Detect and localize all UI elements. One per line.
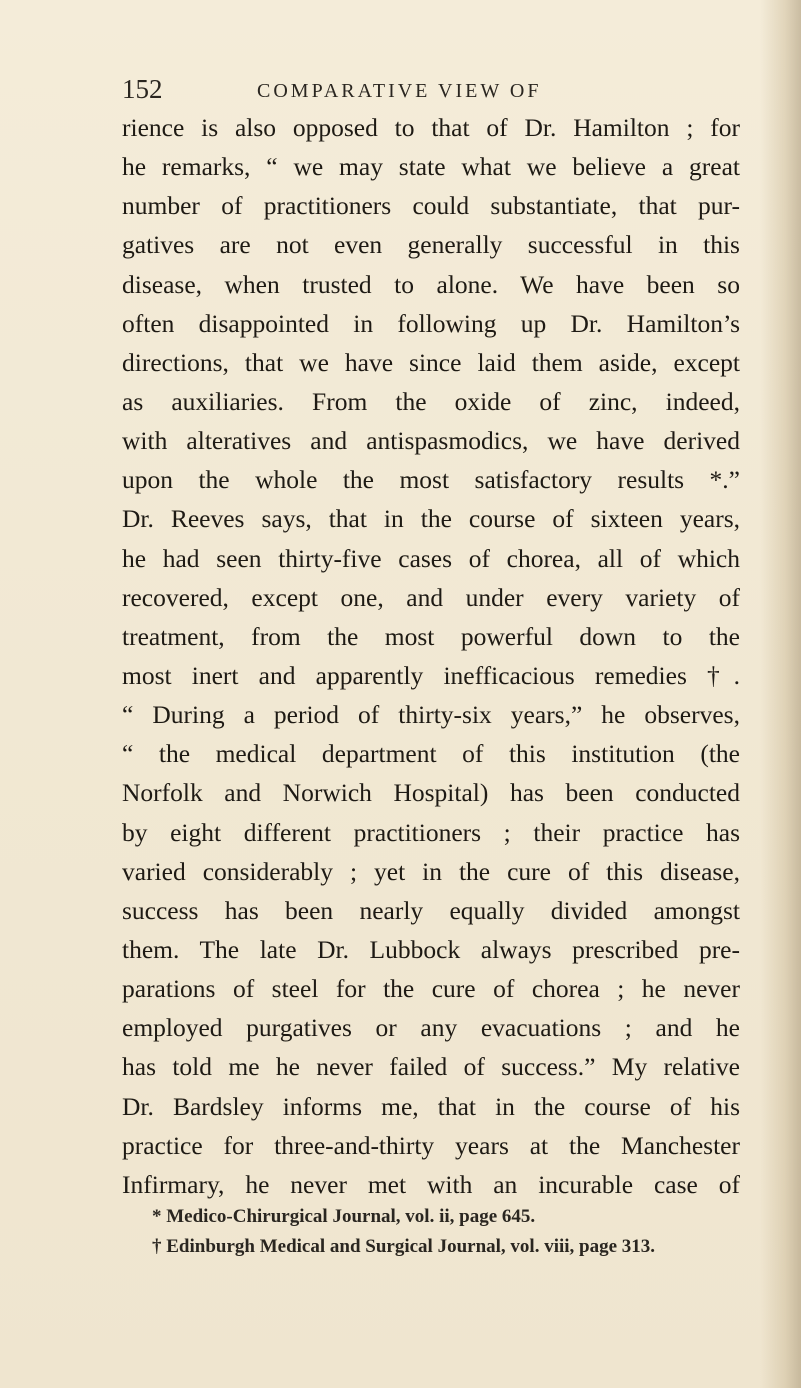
text-line: has told me he never failed of success.” My relative bbox=[122, 1052, 740, 1082]
text-line: varied considerably ; yet in the cure of this disease, bbox=[122, 856, 740, 886]
body-text bbox=[122, 108, 740, 1204]
text-line: success has been nearly equally divided amongst bbox=[122, 895, 740, 925]
text-line: rience is also opposed to that of Dr. Hamilton ; for bbox=[122, 113, 740, 142]
text-line: he remarks, “ we may state what we believe a great bbox=[122, 152, 740, 182]
text-line: number of practitioners could substantiate, that pur- bbox=[122, 191, 740, 221]
footnotes bbox=[152, 1202, 752, 1262]
text-line: Infirmary, he never met with an incurable case of bbox=[122, 1169, 740, 1199]
text-line: recovered, except one, and under every variety of bbox=[122, 582, 740, 612]
text-line: by eight different practitioners ; their practice has bbox=[122, 817, 740, 847]
text-line: most inert and apparently inefficacious remedies †. bbox=[122, 660, 740, 690]
footnote: † Edinburgh Medical and Surgical Journal, vol. viii, page 313. bbox=[152, 1236, 656, 1257]
text-line: employed purgatives or any evacuations ; and he bbox=[122, 1013, 740, 1043]
running-title: COMPARATIVE VIEW OF bbox=[257, 80, 542, 102]
text-line: Dr. Reeves says, that in the course of sixteen years, bbox=[122, 504, 740, 534]
page-number: 152 bbox=[122, 74, 163, 104]
text-line: he had seen thirty-five cases of chorea, all of which bbox=[122, 543, 740, 573]
text-line: gatives are not even generally successful in this bbox=[122, 230, 740, 260]
text-line: often disappointed in following up Dr. Hamilton’s bbox=[122, 308, 740, 338]
text-line: parations of steel for the cure of chorea ; he never bbox=[122, 974, 740, 1004]
footnote: * Medico-Chirurgical Journal, vol. ii, page 645. bbox=[152, 1206, 536, 1227]
text-line: Norfolk and Norwich Hospital) has been conducted bbox=[122, 778, 740, 808]
text-line: them. The late Dr. Lubbock always prescribed pre- bbox=[122, 934, 740, 964]
running-head bbox=[122, 70, 762, 110]
text-line: as auxiliaries. From the oxide of zinc, indeed, bbox=[122, 386, 740, 416]
text-line: “ During a period of thirty-six years,” he observes, bbox=[122, 700, 740, 730]
text-line: “ the medical department of this institution (the bbox=[122, 739, 740, 769]
text-line: disease, when trusted to alone. We have been so bbox=[122, 269, 740, 299]
text-line: with alteratives and antispasmodics, we have derived bbox=[122, 426, 740, 456]
text-line: upon the whole the most satisfactory results *.” bbox=[122, 465, 740, 495]
text-line: treatment, from the most powerful down to the bbox=[122, 621, 740, 651]
text-line: Dr. Bardsley informs me, that in the course of his bbox=[122, 1091, 740, 1121]
text-line: directions, that we have since laid them aside, except bbox=[122, 347, 740, 377]
text-line: practice for three-and-thirty years at the Manchester bbox=[122, 1130, 740, 1160]
